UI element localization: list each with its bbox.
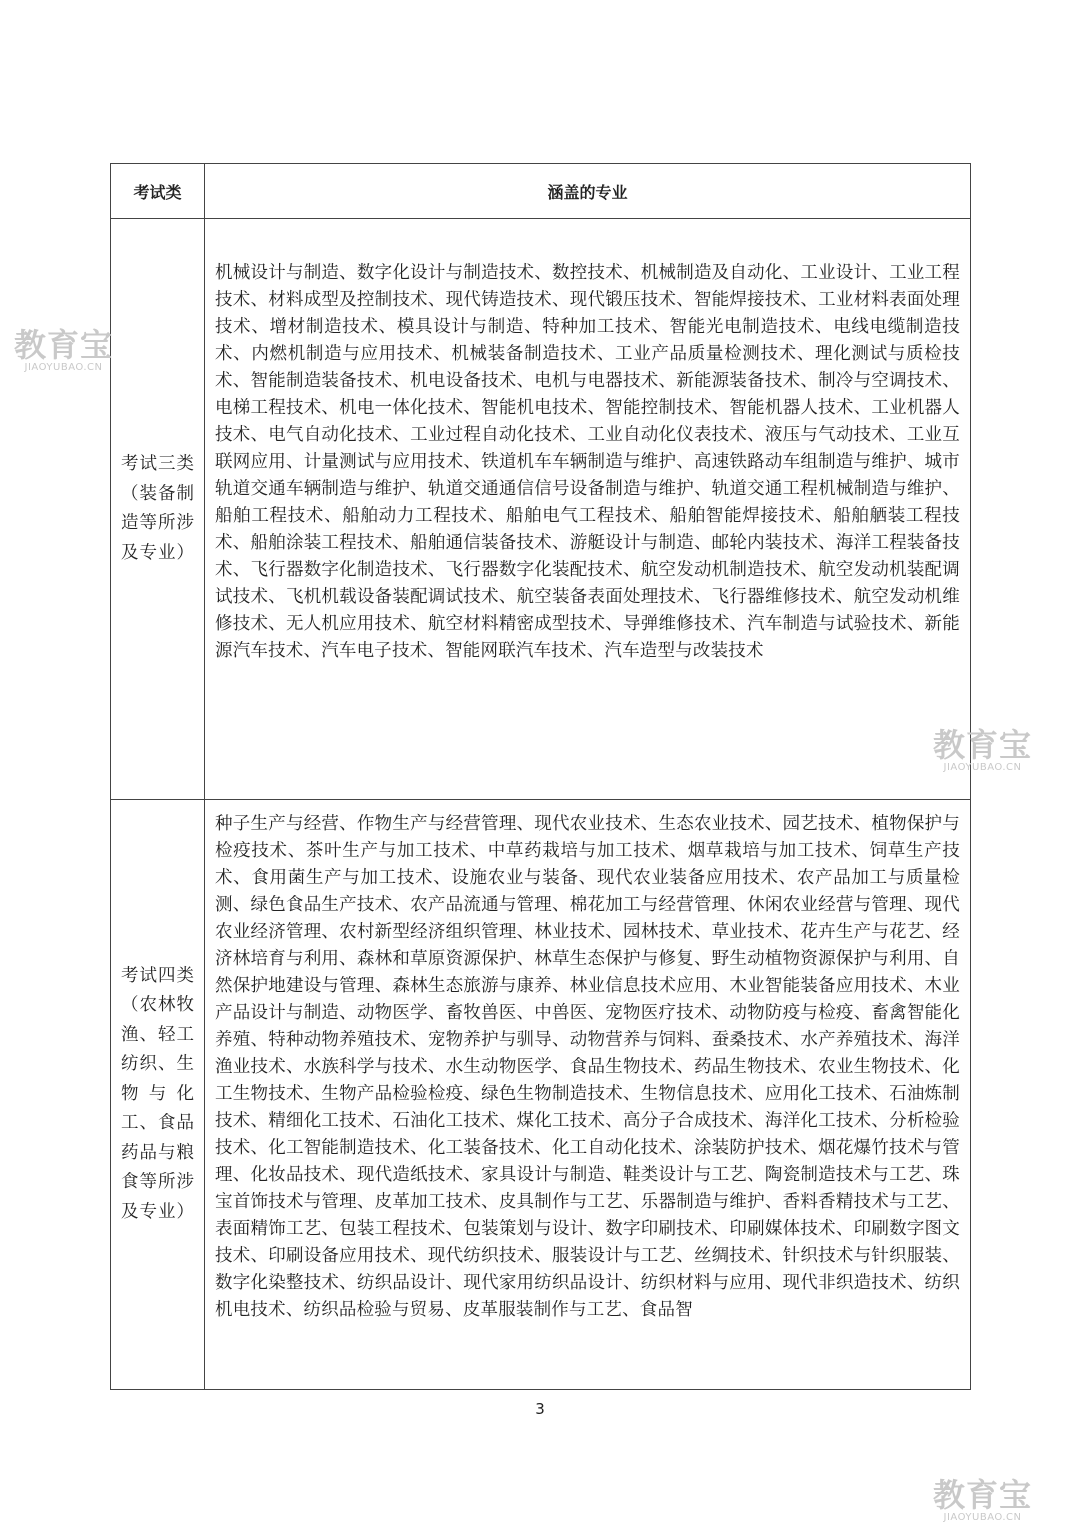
category-text: 考试三类（装备制造等所涉及专业）: [121, 454, 194, 563]
header-category: 考试类: [111, 164, 205, 219]
watermark-logo: 教育宝 JIAOYUBAO.CN: [14, 326, 114, 373]
watermark-logo: 教育宝 JIAOYUBAO.CN: [933, 726, 1033, 773]
header-majors: 涵盖的专业: [205, 164, 971, 219]
table-row: [111, 219, 971, 800]
exam-category-table: [110, 163, 971, 1390]
page-number: 3: [535, 1400, 545, 1418]
majors-cell: 机械设计与制造、数字化设计与制造技术、数控技术、机械制造及自动化、工业设计、工业工程技术、材料成型及控制技术、现代铸造技术、现代锻压技术、智能焊接技术、工业材料表面处理技术、增材制造技术、模具设计与制造、特种加工技术、智能光电制造技术、电线电缆制造技术、内燃机制造与应用技术、机械装备制造技术、工业产品质量检测技术、理化测试与质检技术、智能制造装备技术、机电设备技术、电机与电器技术、新能源装备技术、制冷与空调技术、电梯工程技术、机电一体化技术、智能机电技术、智能控制技术、智能机器人技术、工业机器人技术、电气自动化技术、工业过程自动化技术、工业自动化仪表技术、液压与气动技术、工业互联网应用、计量测试与应用技术、铁道机车车辆制造与维护、高速铁路动车组制造与维护、城市轨道交通车辆制造与维护、轨道交通通信信号设备制造与维护、轨道交通工程机械制造与维护、船舶工程技术、船舶动力工程技术、船舶电气工程技术、船舶智能焊接技术、船舶舾装工程技术、船舶涂装工程技术、船舶通信装备技术、游艇设计与制造、邮轮内装技术、海洋工程装备技术、飞行器数字化制造技术、飞行器数字化装配技术、航空发动机制造技术、航空发动机装配调试技术、飞机机载设备装配调试技术、航空装备表面处理技术、飞行器维修技术、航空发动机维修技术、无人机应用技术、航空材料精密成型技术、导弹维修技术、汽车制造与试验技术、新能源汽车技术、汽车电子技术、智能网联汽车技术、汽车造型与改装技术: [205, 219, 971, 800]
table-header-row: [111, 164, 971, 219]
table-row: [111, 800, 971, 1390]
category-cell: [111, 800, 205, 1390]
watermark-logo: 教育宝 JIAOYUBAO.CN: [933, 1476, 1033, 1523]
category-text: 考试四类（农林牧渔、轻工纺织、生物与化工、食品药品与粮食等所涉及专业）: [121, 965, 194, 1222]
category-cell: [111, 219, 205, 800]
majors-cell: 种子生产与经营、作物生产与经营管理、现代农业技术、生态农业技术、园艺技术、植物保护与检疫技术、茶叶生产与加工技术、中草药栽培与加工技术、烟草栽培与加工技术、饲草生产技术、食用菌生产与加工技术、设施农业与装备、现代农业装备应用技术、农产品加工与质量检测、绿色食品生产技术、农产品流通与管理、棉花加工与经营管理、休闲农业经营与管理、现代农业经济管理、农村新型经济组织管理、林业技术、园林技术、草业技术、花卉生产与花艺、经济林培育与利用、森林和草原资源保护、林草生态保护与修复、野生动植物资源保护与利用、自然保护地建设与管理、森林生态旅游与康养、林业信息技术应用、木业智能装备应用技术、木业产品设计与制造、动物医学、畜牧兽医、中兽医、宠物医疗技术、动物防疫与检疫、畜禽智能化养殖、特种动物养殖技术、宠物养护与驯导、动物营养与饲料、蚕桑技术、水产养殖技术、海洋渔业技术、水族科学与技术、水生动物医学、食品生物技术、药品生物技术、农业生物技术、化工生物技术、生物产品检验检疫、绿色生物制造技术、生物信息技术、应用化工技术、石油炼制技术、精细化工技术、石油化工技术、煤化工技术、高分子合成技术、海洋化工技术、分析检验技术、化工智能制造技术、化工装备技术、化工自动化技术、涂装防护技术、烟花爆竹技术与管理、化妆品技术、现代造纸技术、家具设计与制造、鞋类设计与工艺、陶瓷制造技术与工艺、珠宝首饰技术与管理、皮革加工技术、皮具制作与工艺、乐器制造与维护、香料香精技术与工艺、表面精饰工艺、包装工程技术、包装策划与设计、数字印刷技术、印刷媒体技术、印刷数字图文技术、印刷设备应用技术、现代纺织技术、服装设计与工艺、丝绸技术、针织技术与针织服装、数字化染整技术、纺织品设计、现代家用纺织品设计、纺织材料与应用、现代非织造技术、纺织机电技术、纺织品检验与贸易、皮革服装制作与工艺、食品智: [205, 800, 971, 1390]
